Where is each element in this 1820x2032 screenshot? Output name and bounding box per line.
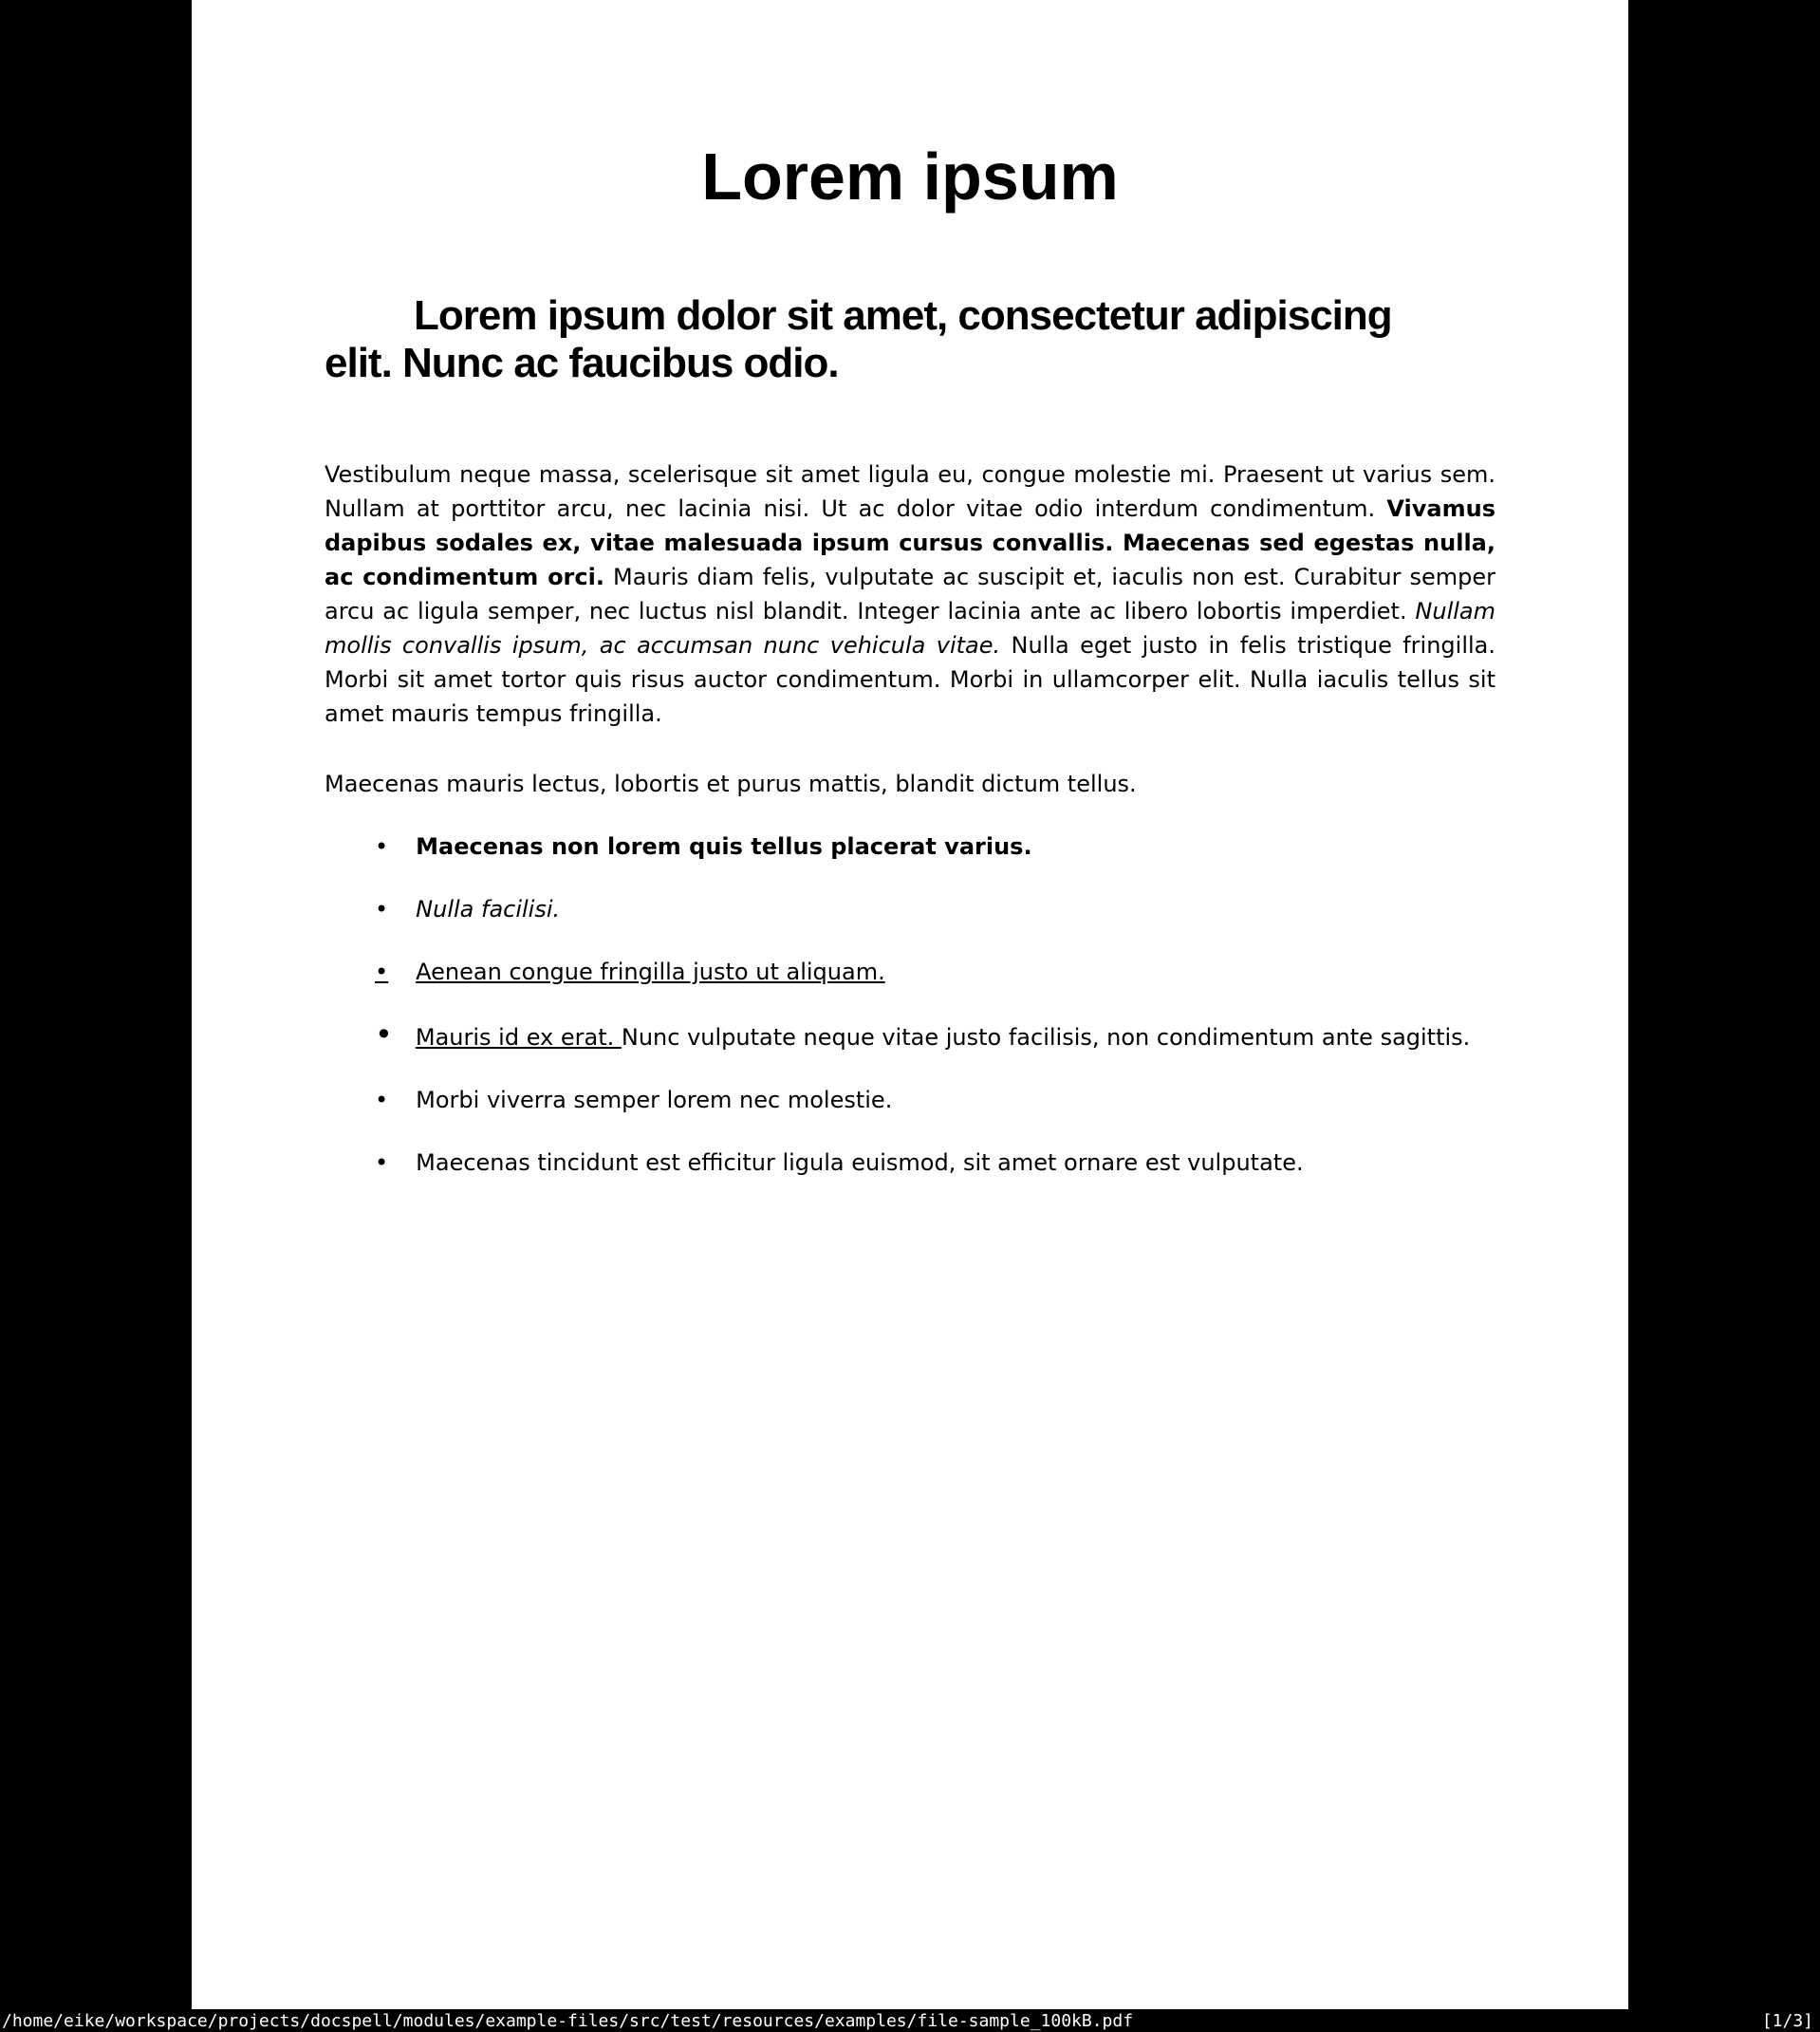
heading-line-2: elit. Nunc ac faucibus odio. [325, 340, 839, 386]
pdf-page[interactable] [192, 0, 1628, 2009]
text-segment: Maecenas tincidunt est efficitur ligula euismod, sit amet ornare est vulputate. [416, 1149, 1304, 1176]
list-item [325, 1146, 1495, 1180]
paragraph-1 [325, 457, 1495, 731]
bullet-list [325, 830, 1495, 1180]
file-path: /home/eike/workspace/projects/docspell/modules/example-files/src/test/resources/examples/file-sample_100kB.pdf [2, 2010, 1134, 2031]
bullet-icon: • [375, 1149, 389, 1176]
text-segment: Mauris diam felis, vulputate ac suscipit et, iaculis non est. Curabitur semper arcu ac ligula semper, nec luctus nisl blandit. Integer lacinia ante ac libero lobortis imperdiet. [325, 564, 1495, 625]
bullet-icon: • [375, 1016, 393, 1053]
paragraph-2: Maecenas mauris lectus, lobortis et purus mattis, blandit dictum tellus. [325, 771, 1137, 797]
list-item [325, 955, 1495, 989]
bullet-icon: • [375, 959, 389, 985]
document-title: Lorem ipsum [701, 140, 1119, 214]
bullet-icon: • [375, 1087, 389, 1113]
bullet-icon: • [375, 833, 389, 860]
text-segment: Nulla facilisi. [416, 896, 561, 923]
text-segment: Aenean congue fringilla justo ut aliquam. [416, 959, 885, 985]
text-segment: Morbi viverra semper lorem nec molestie. [416, 1087, 893, 1113]
text-segment: Nullam mollis convallis ipsum, ac accumsan nunc vehicula vitae. [325, 598, 1495, 659]
text-segment: Mauris id ex erat. [415, 1024, 622, 1051]
document-heading [325, 292, 1495, 387]
list-item [325, 892, 1495, 926]
text-segment: Nunc vulputate neque vitae justo facilisis, non condimentum ante sagittis. [621, 1024, 1471, 1051]
heading-line-1: Lorem ipsum dolor sit amet, consectetur adipiscing [414, 292, 1392, 339]
list-item [325, 1083, 1495, 1117]
text-segment: Vestibulum neque massa, scelerisque sit amet ligula eu, congue molestie mi. Praesent ut varius sem. Nullam at porttitor arcu, nec lacinia nisi. Ut ac dolor vitae odio interdum condimentum. [325, 461, 1495, 522]
text-segment: Maecenas non lorem quis tellus placerat varius. [416, 833, 1032, 860]
text-segment: Nulla eget justo in felis tristique fringilla. Morbi sit amet tortor quis risus auctor condimentum. Morbi in ullamcorper elit. Nulla iaculis tellus sit amet mauris tempus fringilla. [325, 632, 1495, 727]
page-indicator: [1/3] [1761, 2010, 1813, 2031]
list-item [325, 1017, 1495, 1054]
bullet-icon: • [375, 896, 389, 923]
text-segment: Vivamus dapibus sodales ex, vitae malesuada ipsum cursus convallis. Maecenas sed egestas nulla, ac condimentum orci. [325, 495, 1495, 590]
list-item [325, 830, 1495, 864]
status-bar [0, 2009, 1820, 2032]
